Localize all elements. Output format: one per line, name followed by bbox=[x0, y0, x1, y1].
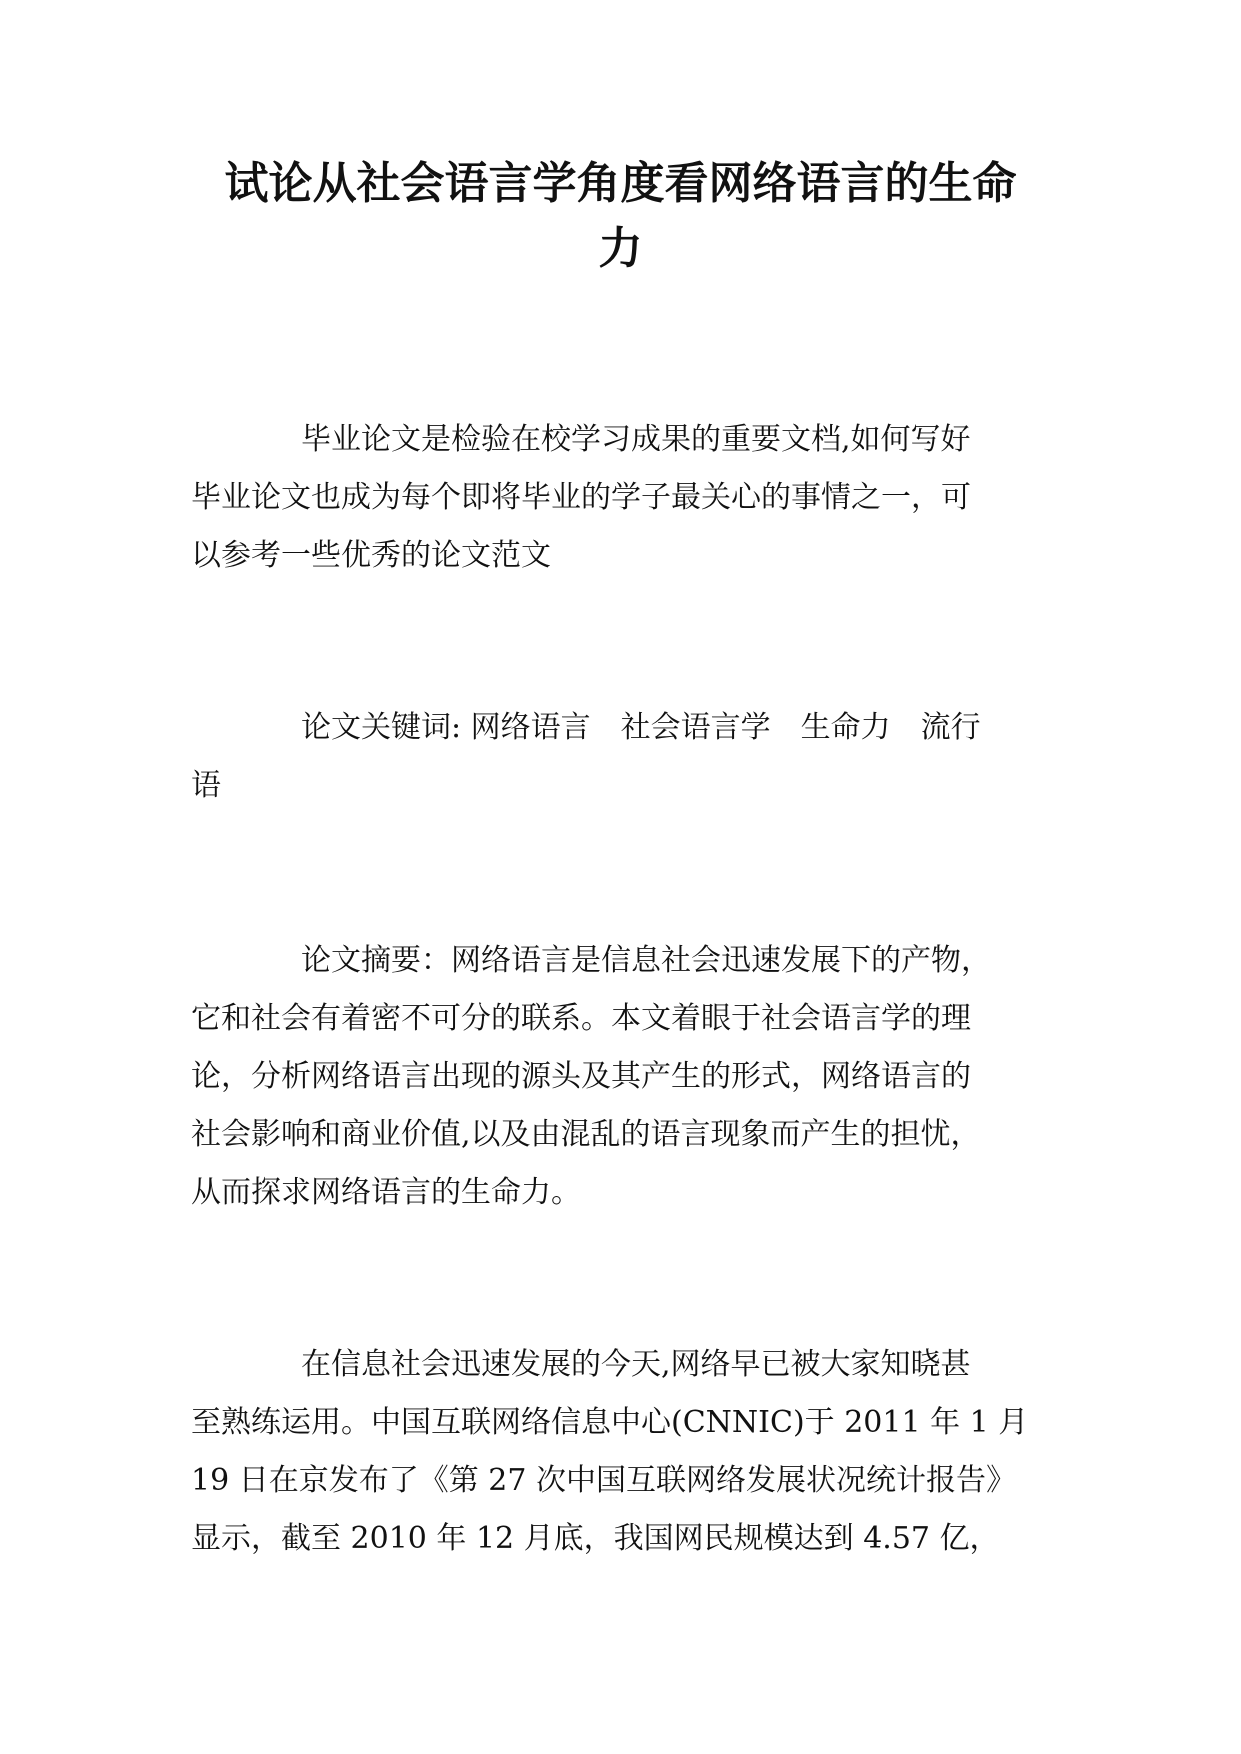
document-title-line-2: 力 bbox=[598, 223, 643, 274]
intro-paragraph bbox=[191, 411, 1061, 585]
abstract-paragraph bbox=[191, 932, 1061, 1222]
keywords-line: 论文关键词: 网络语言 社会语言学 生命力 流行 bbox=[301, 710, 981, 745]
document-title-line-1: 试论从社会语言学角度看网络语言的生命 bbox=[224, 158, 1017, 209]
body-line: 19 日在京发布了《第 27 次中国互联网络发展状况统计报告》 bbox=[191, 1463, 1016, 1498]
body-line: 显示，截至 2010 年 12 月底，我国网民规模达到 4.57 亿， bbox=[191, 1521, 1000, 1556]
keywords-paragraph bbox=[191, 699, 1061, 815]
abstract-line: 论文摘要：网络语言是信息社会迅速发展下的产物， bbox=[301, 943, 991, 978]
abstract-line: 社会影响和商业价值,以及由混乱的语言现象而产生的担忧， bbox=[191, 1117, 981, 1152]
intro-line: 毕业论文是检验在校学习成果的重要文档,如何写好 bbox=[301, 422, 971, 457]
abstract-line: 它和社会有着密不可分的联系。本文着眼于社会语言学的理 bbox=[191, 1001, 971, 1036]
abstract-line: 从而探求网络语言的生命力。 bbox=[191, 1175, 581, 1210]
intro-line: 毕业论文也成为每个即将毕业的学子最关心的事情之一，可 bbox=[191, 480, 971, 515]
body-line: 在信息社会迅速发展的今天,网络早已被大家知晓甚 bbox=[301, 1347, 971, 1382]
intro-line: 以参考一些优秀的论文范文 bbox=[191, 538, 551, 573]
abstract-line: 论，分析网络语言出现的源头及其产生的形式，网络语言的 bbox=[191, 1059, 971, 1094]
body-paragraph bbox=[191, 1336, 1061, 1568]
keywords-line: 语 bbox=[191, 768, 221, 803]
body-line: 至熟练运用。中国互联网络信息中心(CNNIC)于 2011 年 1 月 bbox=[191, 1405, 1029, 1440]
